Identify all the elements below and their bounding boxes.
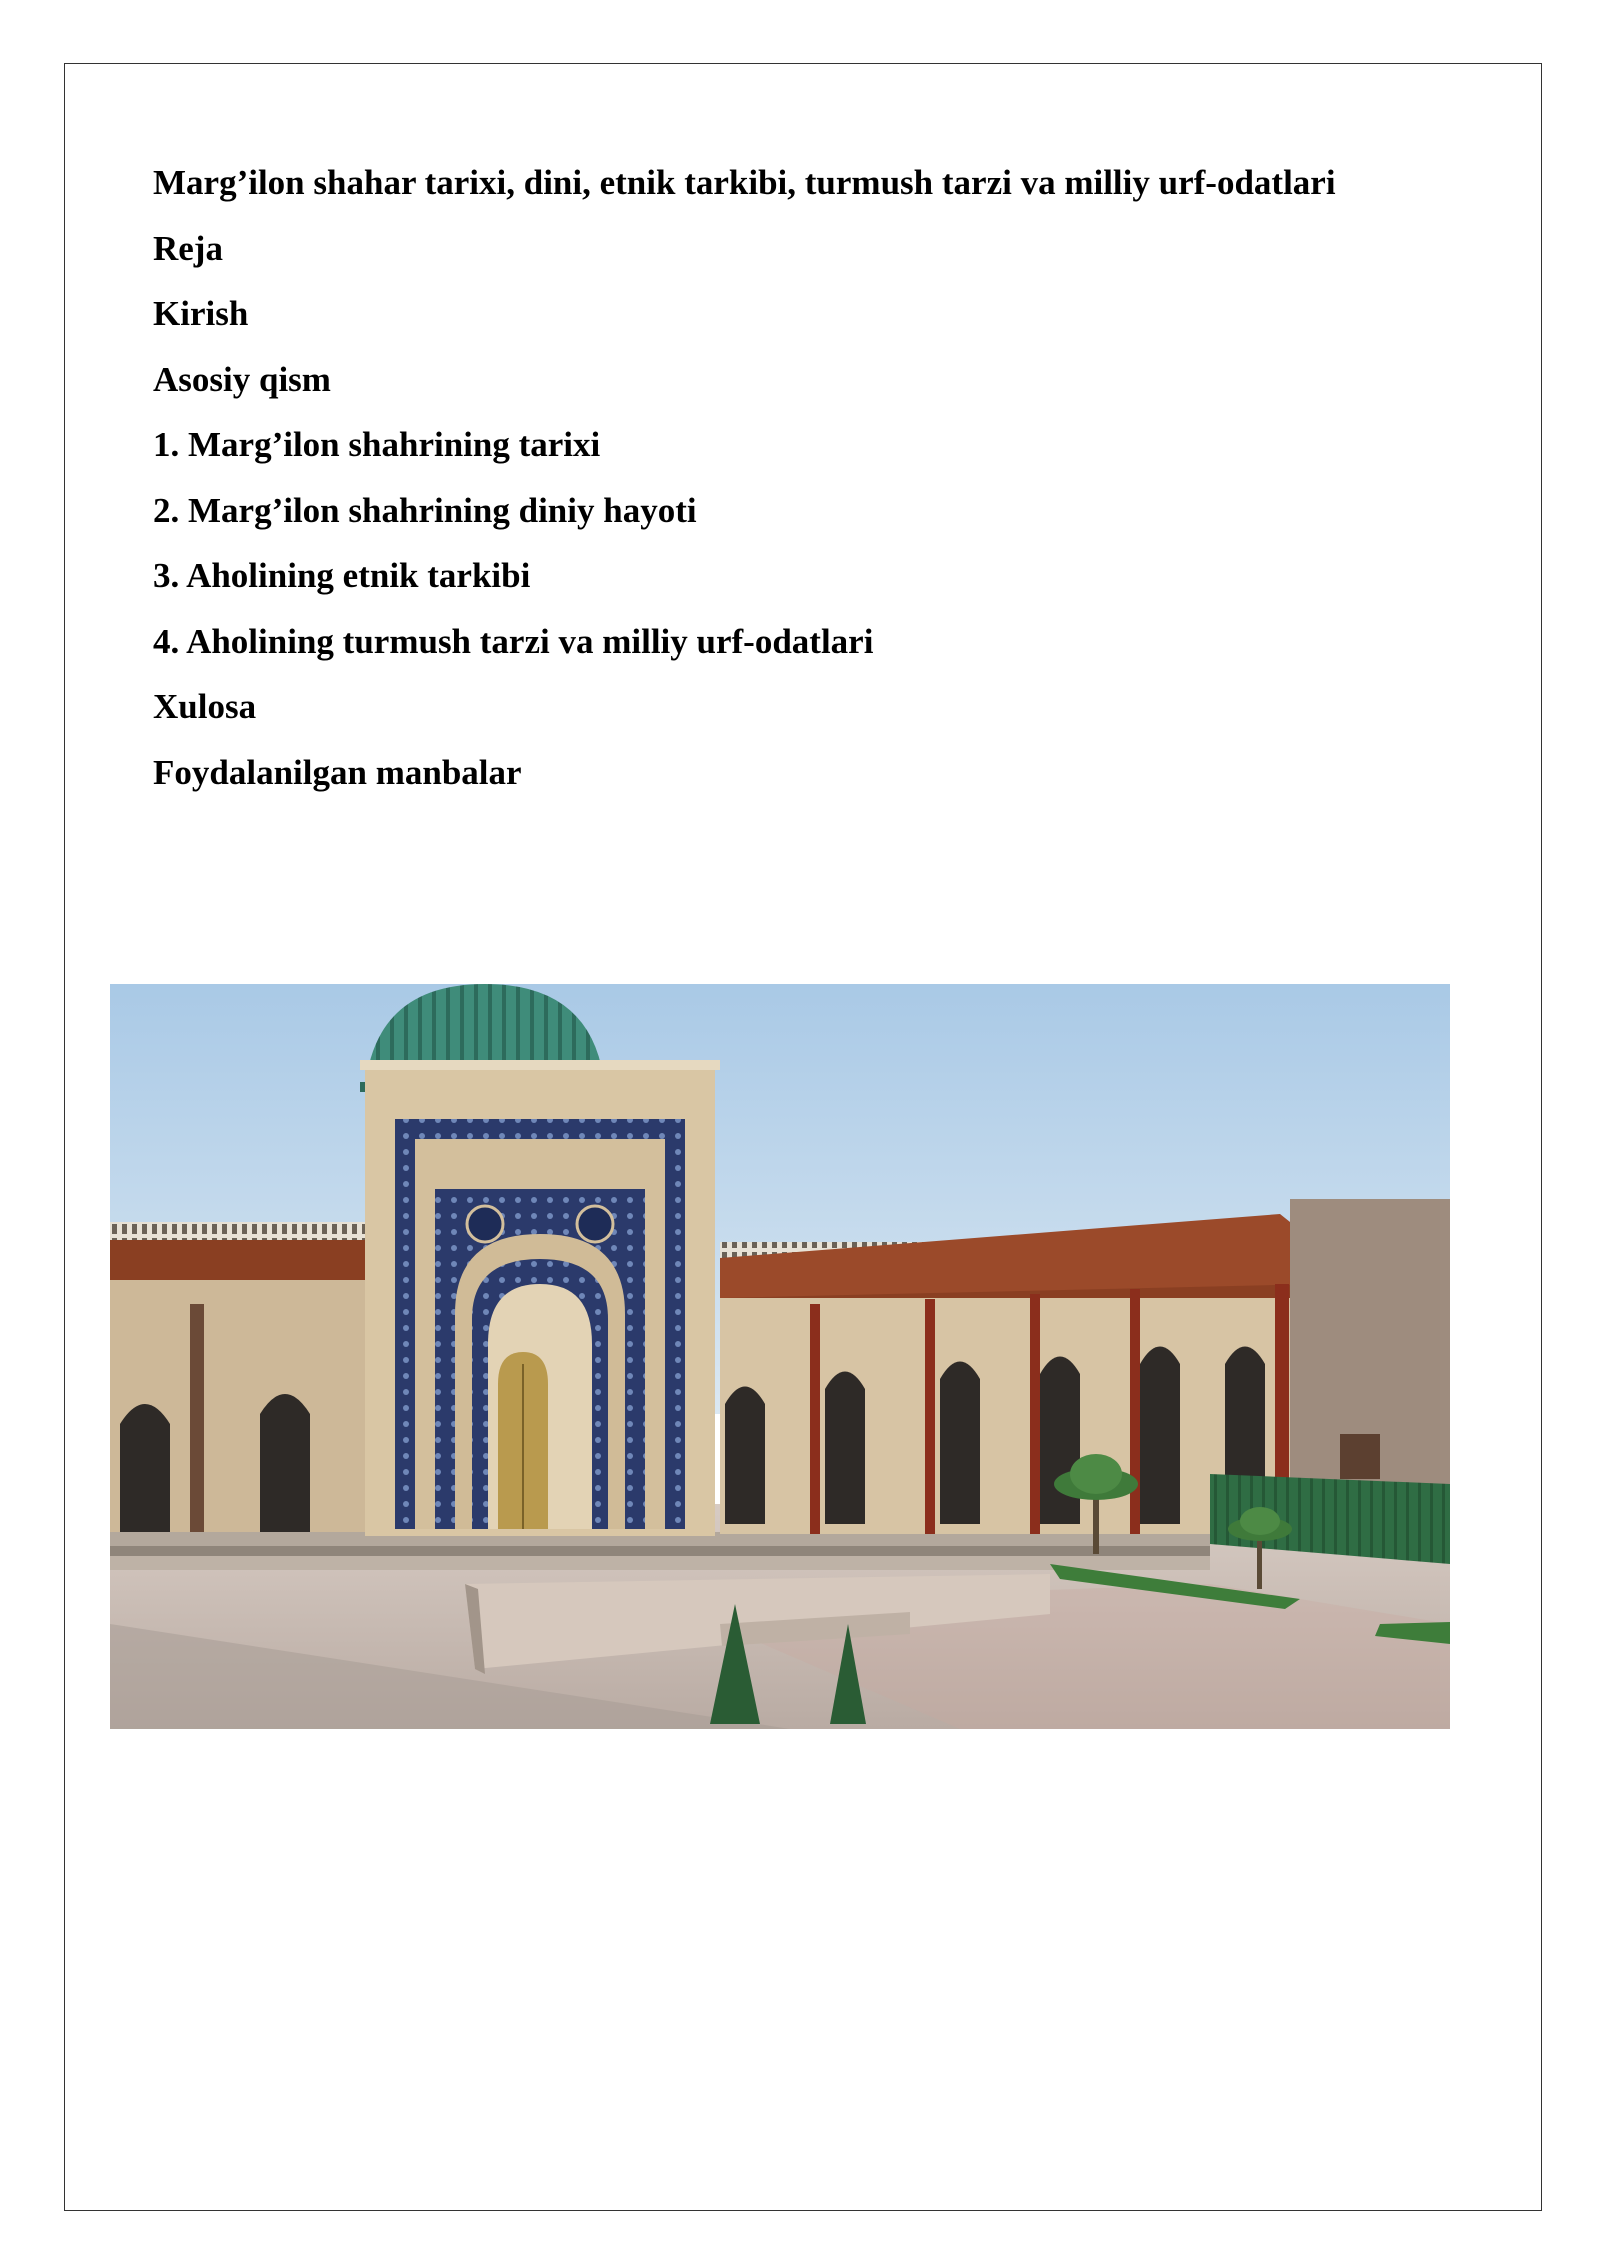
toc-item-references: Foydalanilgan manbalar (153, 752, 522, 792)
toc-item-conclusion: Xulosa (153, 687, 257, 726)
document-title: Marg’ilon shahar tarixi, dini, etnik tarkibi, turmush tarzi va milliy urf-odatlari (153, 163, 1336, 202)
toc-item-intro: Kirish (153, 294, 249, 333)
table-of-contents (153, 150, 1336, 805)
toc-item-section-1: 1. Marg’ilon shahrining tarixi (153, 425, 601, 464)
mosque-illustration (110, 984, 1450, 1729)
mosque-photo (110, 984, 1450, 1729)
plan-heading: Reja (153, 228, 223, 268)
toc-item-section-2: 2. Marg’ilon shahrining diniy hayoti (153, 490, 697, 530)
toc-item-main-part: Asosiy qism (153, 359, 331, 399)
toc-item-section-4: 4. Aholining turmush tarzi va milliy urf-odatlari (153, 621, 874, 661)
toc-item-section-3: 3. Aholining etnik tarkibi (153, 556, 531, 595)
